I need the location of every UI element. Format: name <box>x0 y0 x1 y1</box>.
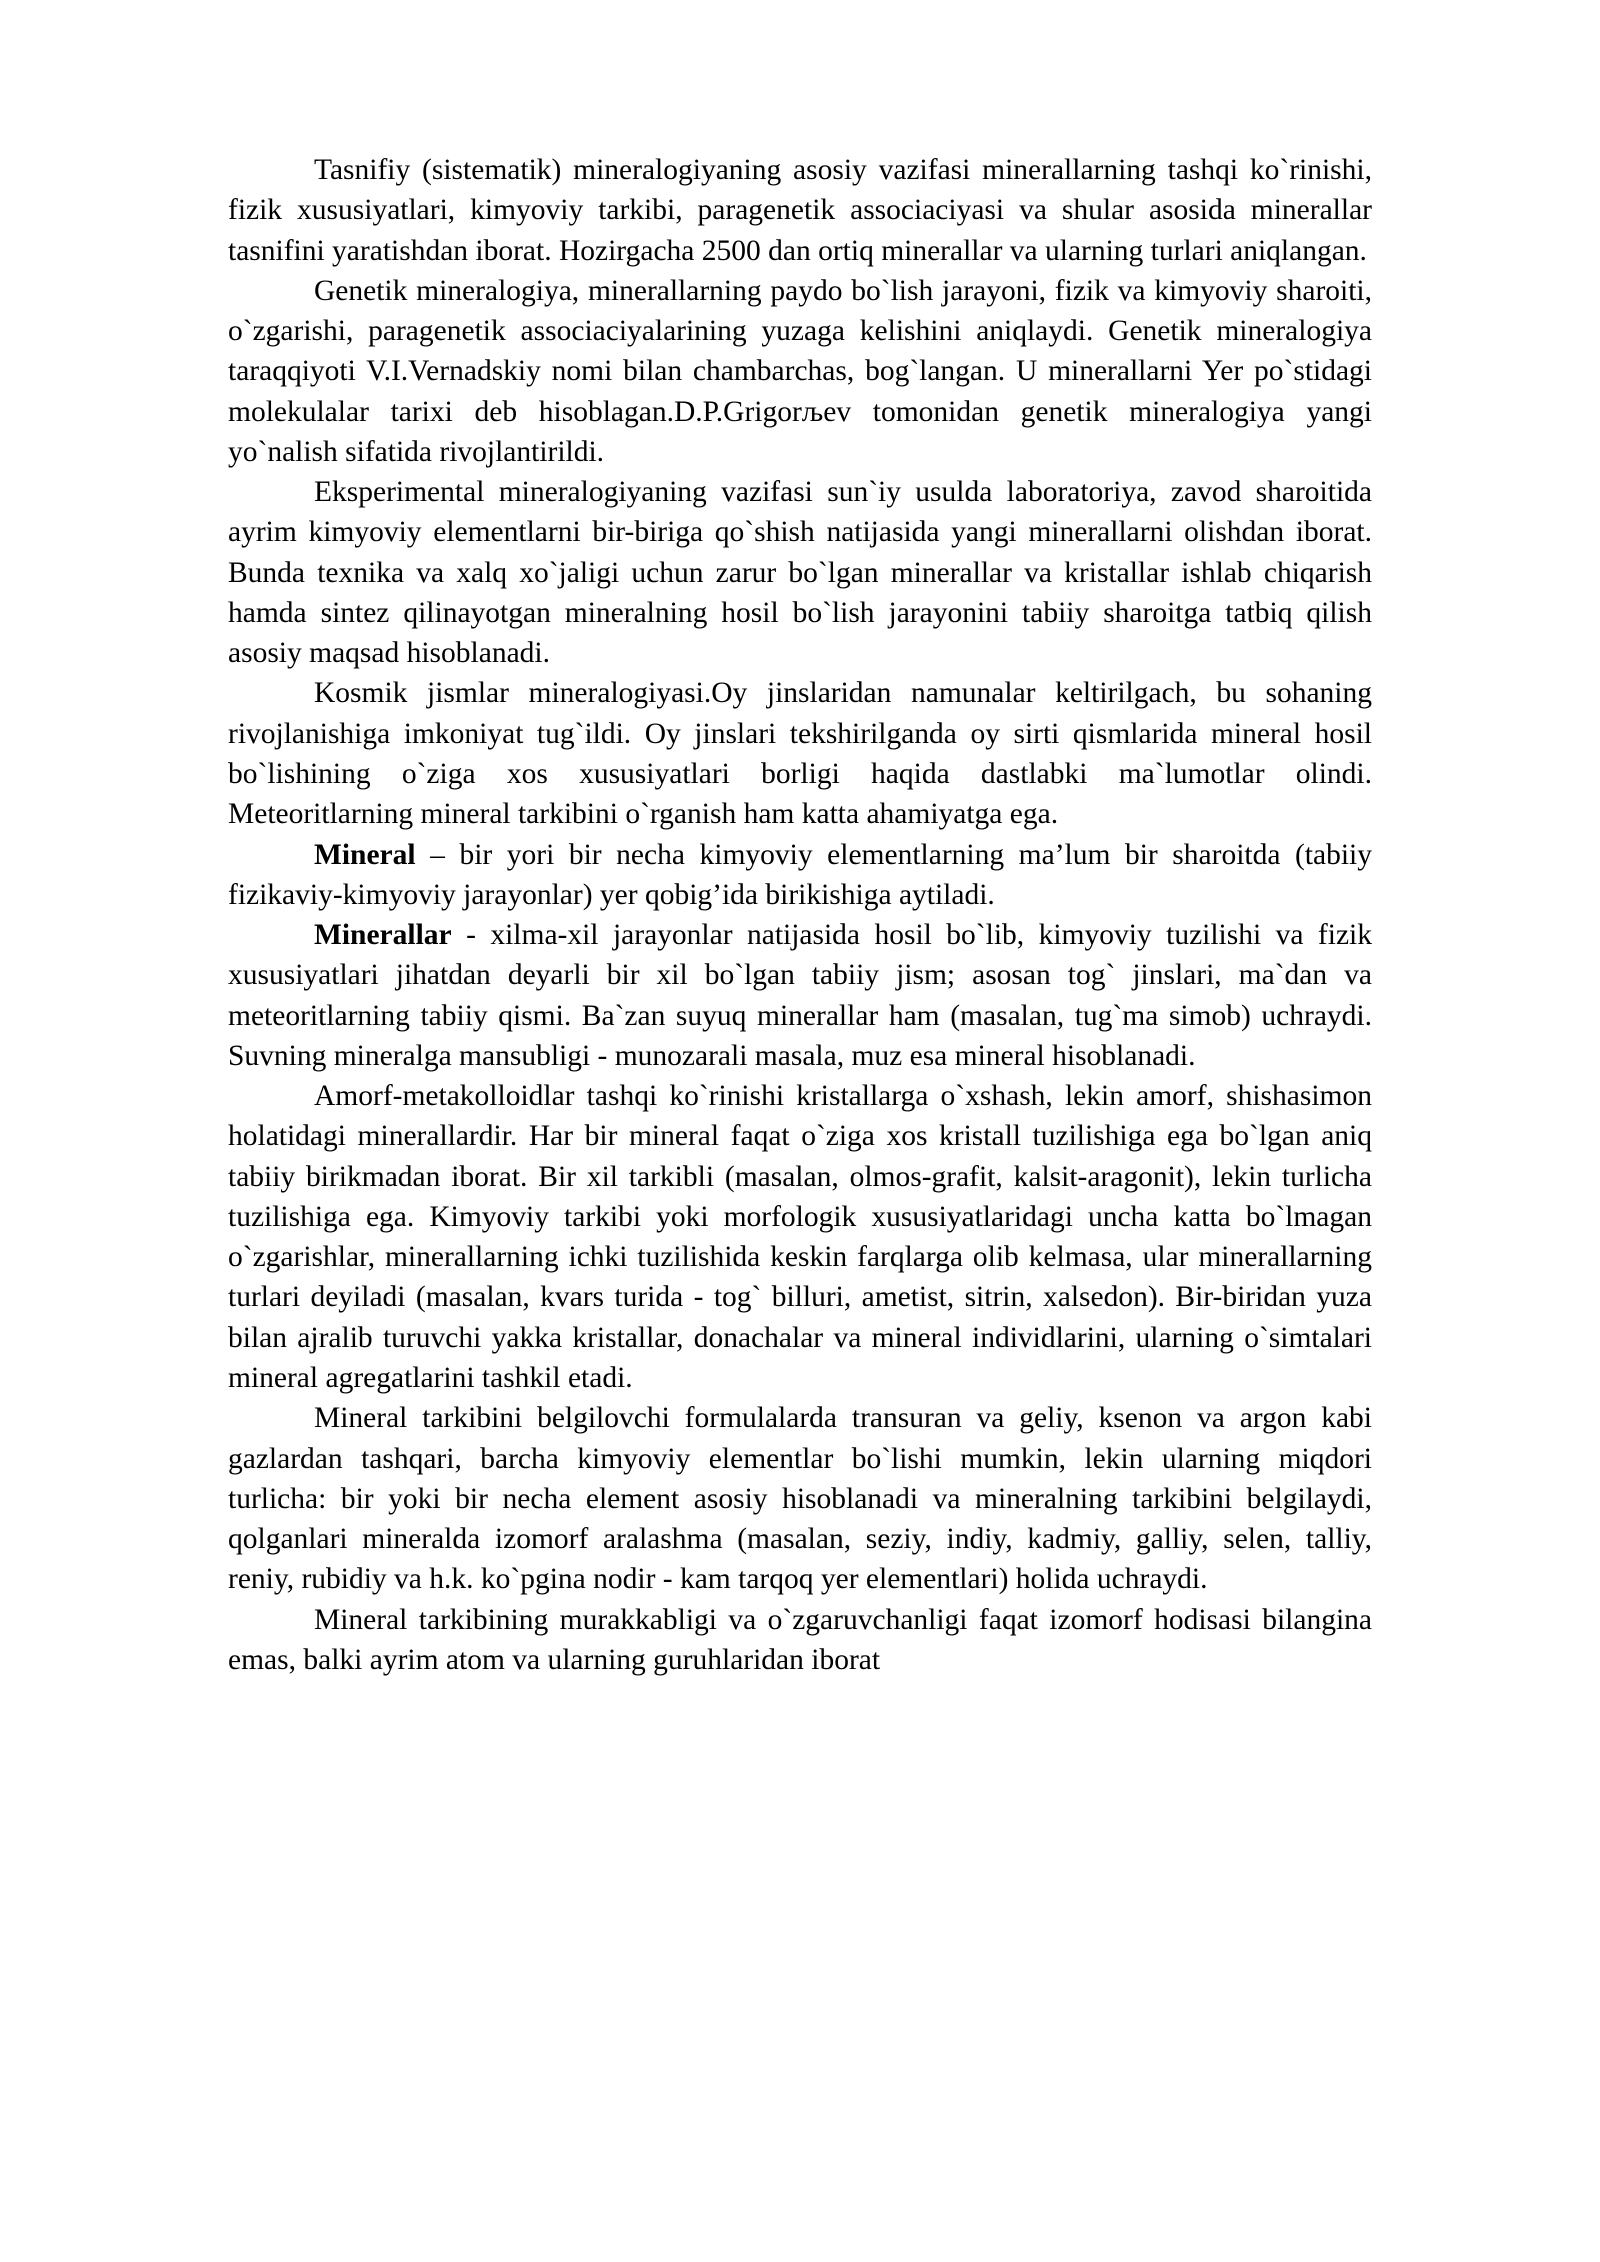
paragraph-9-text: Mineral tarkibining murakkabligi va o`zgaruvchanligi faqat izomorf hodisasi bilangina emas, balki ayrim atom va ularning guruhlaridan iborat <box>228 1603 1372 1676</box>
paragraph-1 <box>228 150 1372 271</box>
term-mineral: Mineral <box>314 838 416 871</box>
paragraph-6 <box>228 915 1372 1076</box>
term-minerallar: Minerallar <box>314 919 452 952</box>
paragraph-1-text: Tasnifiy (sistematik) mineralogiyaning asosiy vazifasi minerallarning tashqi ko`rinishi, fizik xususiyatlari, kimyoviy tarkibi, paragenetik associaciyasi va shular asosida minerallar tasnifini yaratishdan iborat. Hozirgacha 2500 dan ortiq minerallar va ularning turlari aniqlangan. <box>228 154 1372 267</box>
paragraph-3-text: Eksperimental mineralogiyaning vazifasi sun`iy usulda laboratoriya, zavod sharoitida ayrim kimyoviy elementlarni bir-biriga qo`shish natijasida yangi minerallarni olishdan iborat. Bunda texnika va xalq xo`jaligi uchun zarur bo`lgan minerallar va kristallar ishlab chiqarish hamda sintez qilinayotgan mineralning hosil bo`lish jarayonini tabiiy sharoitga tatbiq qilish asosiy maqsad hisoblanadi. <box>228 476 1372 670</box>
paragraph-7-text: Amorf-metakolloidlar tashqi ko`rinishi kristallarga o`xshash, lekin amorf, shishasimon holatidagi minerallardir. Har bir mineral faqat o`ziga xos kristall tuzilishiga ega bo`lgan aniq tabiiy birikmadan iborat. Bir xil tarkibli (masalan, olmos-grafit, kalsit-aragonit), lekin turlicha tuzilishiga ega. Kimyoviy tarkibi yoki morfologik xususiyatlaridagi uncha katta bo`lmagan o`zgarishlar, minerallarning ichki tuzilishida keskin farqlarga olib kelmasa, ular minerallarning turlari deyiladi (masalan, kvars turida - tog` billuri, ametist, sitrin, xalsedon). Bir-biridan yuza bilan ajralib turuvchi yakka kristallar, donachalar va mineral individlarini, ularning o`simtalari mineral agregatlarini tashkil etadi. <box>228 1080 1372 1394</box>
paragraph-8-text: Mineral tarkibini belgilovchi formulalarda transuran va geliy, ksenon va argon kabi gazlardan tashqari, barcha kimyoviy elementlar bo`lishi mumkin, lekin ularning miqdori turlicha: bir yoki bir necha element asosiy hisoblanadi va mineralning tarkibini belgilaydi, qolganlari mineralda izomorf aralashma (masalan, seziy, indiy, kadmiy, galliy, selen, talliy, reniy, rubidiy va h.k. ko`pgina nodir - kam tarqoq yer elementlari) holida uchraydi. <box>228 1402 1372 1596</box>
paragraph-4-text: Kosmik jismlar mineralogiyasi.Oy jinslaridan namunalar keltirilgach, bu sohaning rivojlanishiga imkoniyat tug`ildi. Oy jinslari tekshirilganda oy sirti qismlarida mineral hosil bo`lishining o`ziga xos xususiyatlari borligi haqida dastlabki ma`lumotlar olindi. Meteoritlarning mineral tarkibini o`rganish ham katta ahamiyatga ega. <box>228 677 1372 831</box>
paragraph-6-text: - xilma-xil jarayonlar natijasida hosil bo`lib, kimyoviy tuzilishi va fizik xususiyatlari jihatdan deyarli bir xil bo`lgan tabiiy jism; asosan tog` jinslari, ma`dan va meteoritlarning tabiiy qismi. Ba`zan suyuq minerallar ham (masalan, tug`ma simob) uchraydi. Suvning mineralga mansubligi - munozarali masala, muz esa mineral hisoblanadi. <box>228 919 1372 1072</box>
paragraph-4 <box>228 673 1372 834</box>
document-body <box>228 150 1372 1680</box>
paragraph-3 <box>228 472 1372 673</box>
paragraph-5-text: – bir yori bir necha kimyoviy elementlarning ma’lum bir sharoitda (tabiiy fizikaviy-kimyoviy jarayonlar) yer qobig’ida birikishiga aytiladi. <box>228 838 1372 911</box>
paragraph-2-text: Genetik mineralogiya, minerallarning paydo bo`lish jarayoni, fizik va kimyoviy sharoiti, o`zgarishi, paragenetik associaciyalarining yuzaga kelishini aniqlaydi. Genetik mineralogiya taraqqiyoti V.I.Vernadskiy nomi bilan chambarchas, bog`langan. U minerallarni Yer po`stidagi molekulalar tarixi deb hisoblagan.D.P.Grigorљev tomonidan genetik mineralogiya yangi yo`nalish sifatida rivojlantirildi. <box>228 274 1372 468</box>
paragraph-9 <box>228 1600 1372 1681</box>
paragraph-7 <box>228 1076 1372 1398</box>
paragraph-8 <box>228 1398 1372 1599</box>
paragraph-5 <box>228 835 1372 916</box>
paragraph-2 <box>228 271 1372 472</box>
